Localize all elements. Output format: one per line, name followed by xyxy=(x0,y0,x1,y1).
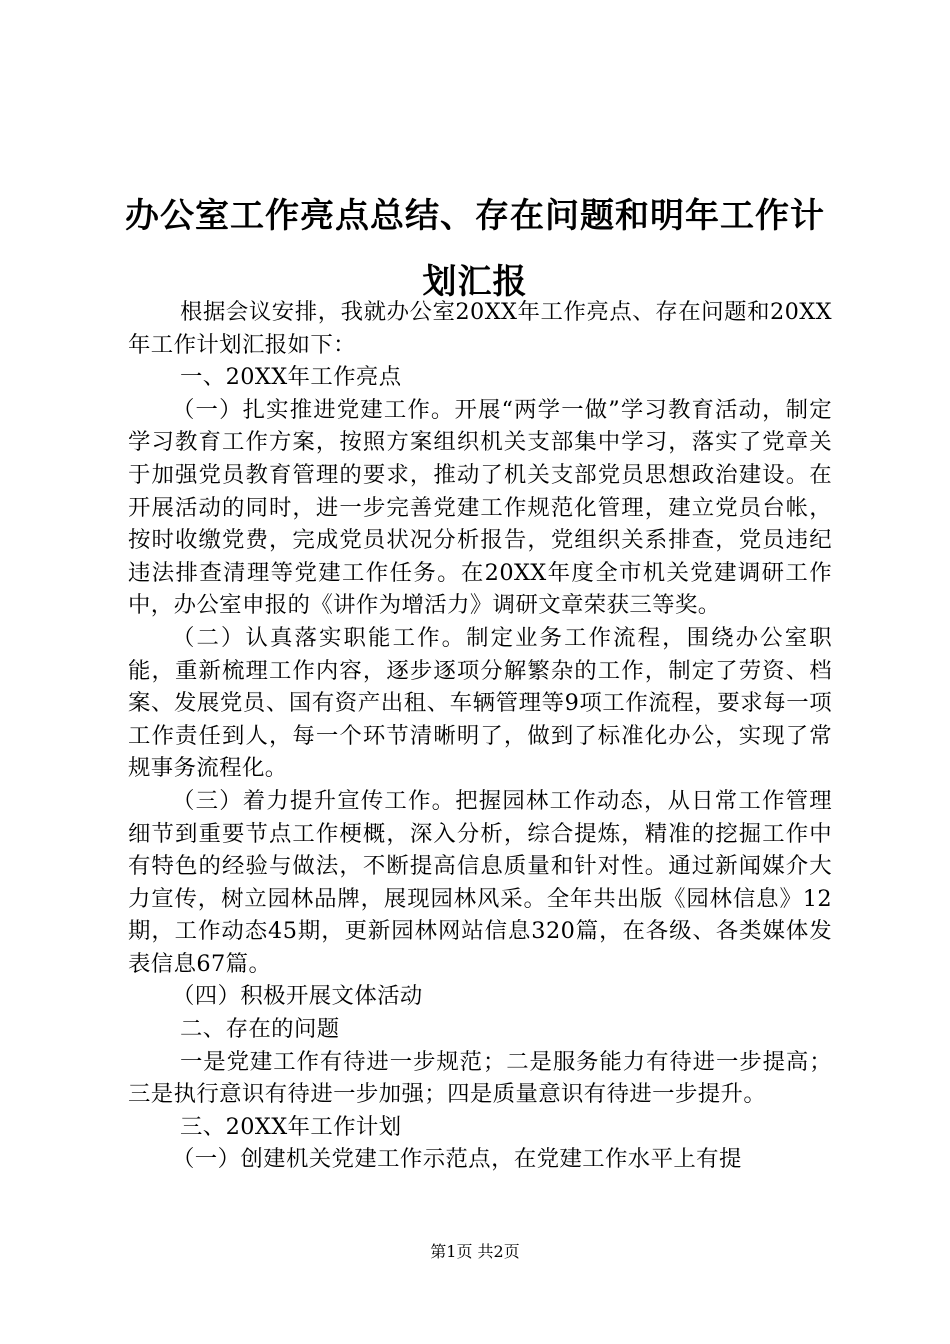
section-heading-plan: 三、20XX年工作计划 xyxy=(180,1113,402,1140)
highlight-item-1: （一）扎实推进党建工作。开展“两学一做”学习教育活动，制定学习教育工作方案，按照方案组织机关支部集中学习，落实了党章关于加强党员教育管理的要求，推动了机关支部党员思想政治建设。在开展活动的同时，进一步完善党建工作规范化管理，建立党员台帐，按时收缴党费，完成党员状况分析报告，党组织关系排查，党员违纪违法排查清理等党建工作任务。在20XX年度全市机关党建调研工作中，办公室申报的《讲作为增活力》调研文章荣获三等奖。 xyxy=(128,396,832,619)
highlight-item-2: （二）认真落实职能工作。制定业务工作流程，围绕办公室职能，重新梳理工作内容，逐步逐项分解繁杂的工作，制定了劳资、档案、发展党员、国有资产出租、车辆管理等9项工作流程，要求每一项工作责任到人，每一个环节清晰明了，做到了标准化办公，实现了常规事务流程化。 xyxy=(128,624,832,782)
intro-paragraph: 根据会议安排，我就办公室20XX年工作亮点、存在问题和20XX年工作计划汇报如下： xyxy=(128,299,832,358)
document-body xyxy=(128,296,832,1176)
highlight-item-3: （三）着力提升宣传工作。把握园林工作动态，从日常工作管理细节到重要节点工作梗概，深入分析，综合提炼，精准的挖掘工作中有特色的经验与做法，不断提高信息质量和针对性。通过新闻媒介大力宣传，树立园林品牌，展现园林风采。全年共出版《园林信息》12期，工作动态45期，更新园林网站信息320篇，在各级、各类媒体发表信息67篇。 xyxy=(128,787,832,977)
highlight-item-4: （四）积极开展文体活动 xyxy=(172,983,423,1010)
page-footer: 第1页 共2页 xyxy=(430,1242,520,1261)
section-heading-problems: 二、存在的问题 xyxy=(180,1016,340,1043)
plan-item-1: （一）创建机关党建工作示范点，在党建工作水平上有提 xyxy=(172,1146,742,1173)
problems-paragraph: 一是党建工作有待进一步规范；二是服务能力有待进一步提高；三是执行意识有待进一步加强；四是质量意识有待进一步提升。 xyxy=(128,1048,832,1108)
section-heading-highlights: 一、20XX年工作亮点 xyxy=(180,364,402,391)
document-title: 办公室工作亮点总结、存在问题和明年工作计划汇报 xyxy=(125,195,825,302)
